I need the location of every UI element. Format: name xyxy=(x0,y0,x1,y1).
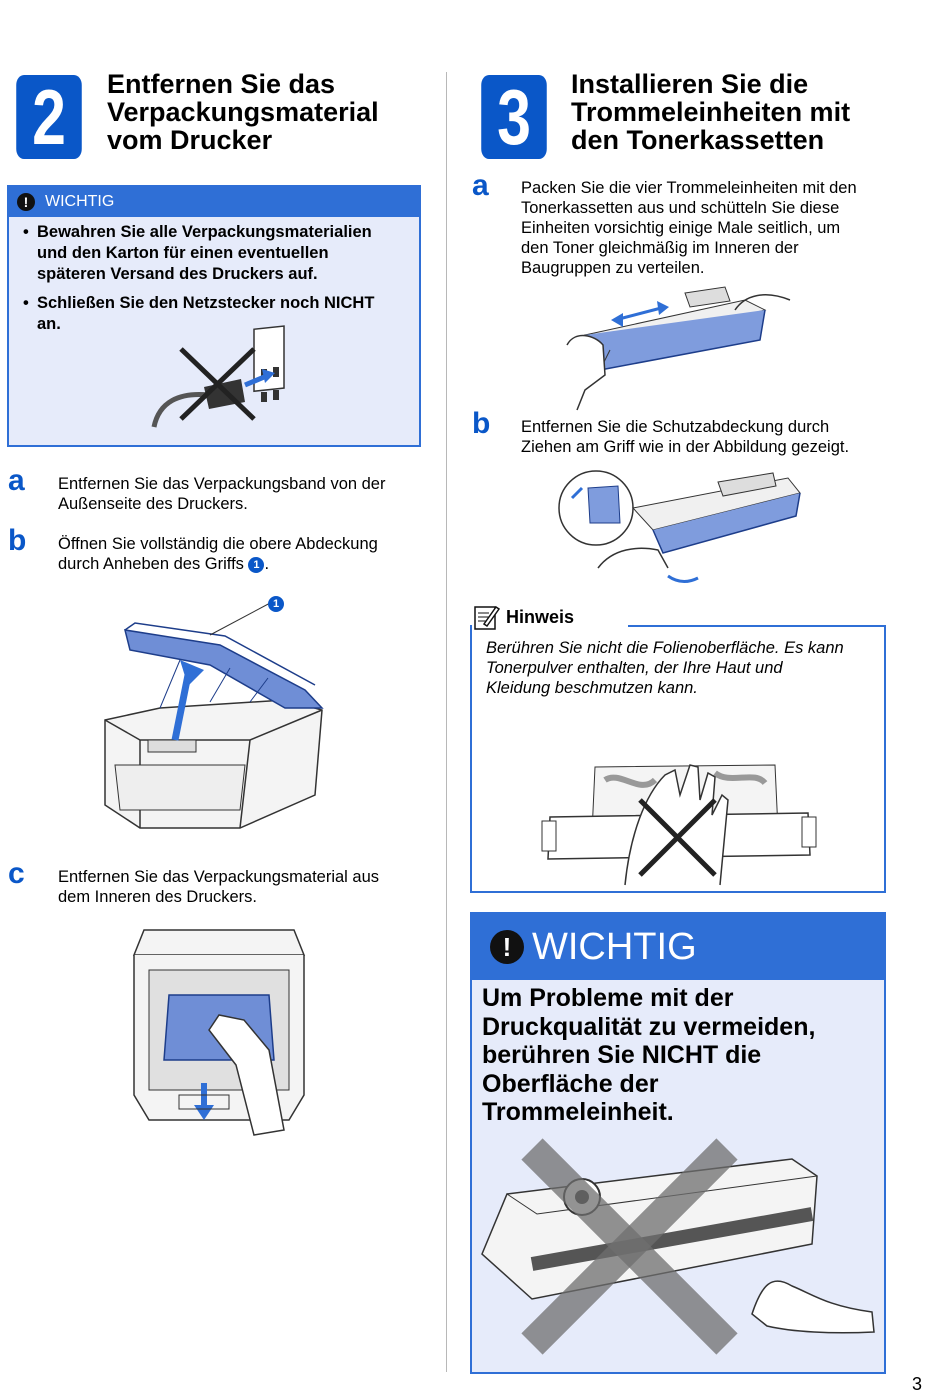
note-text: Berühren Sie nicht die Folienoberfläche. Es kann Tonerpulver enthalten, der Ihre Haut und Kleidung beschmutzen kann. xyxy=(486,639,844,697)
step-2a-text: Entfernen Sie das Verpackungsband von der Außenseite des Druckers. xyxy=(58,475,386,513)
printer-open-cover-illustration xyxy=(100,590,340,840)
do-not-touch-film-illustration xyxy=(540,755,820,890)
step-3a-letter: a xyxy=(472,169,489,202)
step-2-number-badge: 2 xyxy=(16,75,82,159)
column-divider xyxy=(446,72,447,1372)
exclamation-icon: ! xyxy=(17,193,35,211)
step-3b-letter: b xyxy=(472,407,491,440)
do-not-touch-drum-illustration xyxy=(472,914,886,1374)
step-2b-text: Öffnen Sie vollständig die obere Abdeckung durch Anheben des Griffs 1 . xyxy=(58,535,378,573)
note-box-top-line xyxy=(628,625,886,627)
important-bullet: • Schließen Sie den Netzstecker noch NICHT an. xyxy=(23,294,375,333)
important-box-header: ! WICHTIG xyxy=(472,914,884,980)
step-2c-letter: c xyxy=(8,857,25,890)
step-3-important-box xyxy=(470,912,886,1374)
important-box-text: Um Probleme mit der Druckqualität zu vermeiden, berühren Sie NICHT die Oberfläche der Trommeleinheit. xyxy=(482,984,816,1126)
step-2-title: Entfernen Sie das Verpackungsmaterial vom Drucker xyxy=(107,69,379,155)
plug-socket-crossed-illustration xyxy=(9,187,423,449)
remove-packing-material-illustration xyxy=(124,925,314,1140)
step-3-number-badge: 3 xyxy=(481,75,547,159)
important-box-header: ! WICHTIG xyxy=(9,187,419,217)
shake-drum-unit-illustration xyxy=(565,285,795,410)
page-number: 3 xyxy=(912,1374,923,1394)
note-label: Hinweis xyxy=(474,604,580,630)
step-2a-letter: a xyxy=(8,464,25,497)
important-bullet: • Bewahren Sie alle Verpackungsmaterialien und den Karton für einen eventuellen späteren Versand des Druckers auf. xyxy=(23,223,372,283)
step-3a-text: Packen Sie die vier Trommeleinheiten mit den Tonerkassetten aus und schütteln Sie diese Einheiten vorsichtig einige Male seitlich, um den Toner gleichmäßig im Inneren der Baugruppen zu verteilen. xyxy=(521,179,857,277)
step-3b-text: Entfernen Sie die Schutzabdeckung durch Ziehen am Griff wie in der Abbildung gezeigt. xyxy=(521,418,850,456)
callout-1-icon: 1 xyxy=(248,557,264,573)
step-3-title: Installieren Sie die Trommeleinheiten mit den Tonerkassetten xyxy=(571,69,851,155)
step-2-important-box xyxy=(7,185,421,447)
remove-protective-cover-illustration xyxy=(558,468,808,593)
figure-callout-1: 1 xyxy=(268,596,284,612)
pencil-note-icon xyxy=(474,604,500,630)
step-2b-letter: b xyxy=(8,524,27,557)
exclamation-icon: ! xyxy=(490,930,524,964)
step-2c-text: Entfernen Sie das Verpackungsmaterial aus dem Inneren des Druckers. xyxy=(58,868,380,906)
